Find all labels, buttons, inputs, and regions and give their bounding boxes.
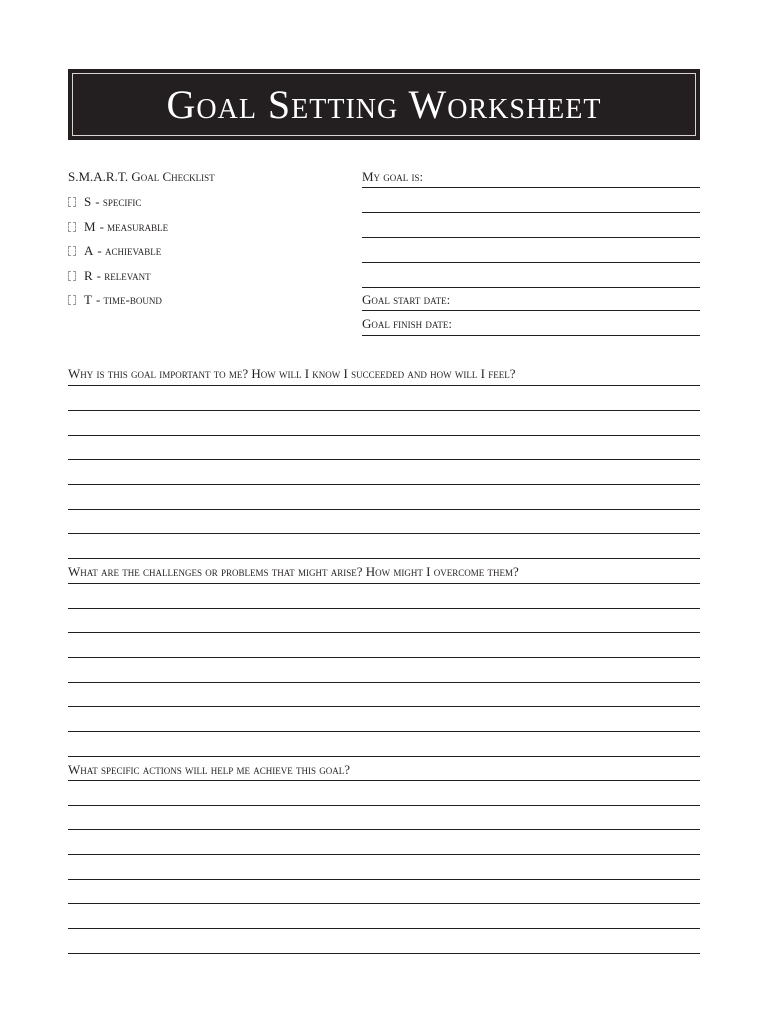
checklist-letter: R	[84, 268, 93, 283]
checklist-text: - specific	[95, 194, 142, 209]
question-actions: What specific actions will help me achieve this goal?	[68, 762, 351, 777]
answer-line[interactable]	[68, 854, 700, 855]
answer-line[interactable]	[68, 558, 700, 559]
page-title: Goal Setting Worksheet	[166, 82, 602, 127]
goal-finish-date-label: Goal finish date:	[362, 316, 452, 331]
answer-line[interactable]	[68, 805, 700, 806]
checklist-item-specific[interactable]	[68, 194, 141, 210]
title-banner	[68, 69, 700, 140]
goal-start-date-line[interactable]	[362, 310, 700, 311]
checkbox[interactable]	[68, 197, 76, 207]
answer-line[interactable]	[68, 385, 700, 386]
title-banner-frame	[72, 73, 696, 136]
answer-line[interactable]	[68, 879, 700, 880]
answer-line[interactable]	[68, 410, 700, 411]
answer-line[interactable]	[68, 533, 700, 534]
checklist-text: - relevant	[96, 268, 151, 283]
goal-line[interactable]	[362, 237, 700, 238]
answer-line[interactable]	[68, 583, 700, 584]
goal-line[interactable]	[362, 187, 700, 188]
answer-line[interactable]	[68, 509, 700, 510]
checklist-item-time-bound[interactable]	[68, 292, 162, 308]
answer-line[interactable]	[68, 928, 700, 929]
checklist-text: - achievable	[97, 243, 162, 258]
checklist-text: - measurable	[99, 219, 169, 234]
answer-line[interactable]	[68, 484, 700, 485]
checklist-letter: M	[84, 219, 96, 234]
goal-line[interactable]	[362, 287, 700, 288]
answer-line[interactable]	[68, 731, 700, 732]
checkbox[interactable]	[68, 246, 76, 256]
checklist-letter: A	[84, 243, 94, 258]
answer-line[interactable]	[68, 953, 700, 954]
answer-line[interactable]	[68, 657, 700, 658]
answer-line[interactable]	[68, 435, 700, 436]
answer-line[interactable]	[68, 756, 700, 757]
checklist-text: - time-bound	[95, 292, 162, 307]
goal-label: My goal is:	[362, 169, 424, 184]
answer-line[interactable]	[68, 608, 700, 609]
answer-line[interactable]	[68, 706, 700, 707]
answer-line[interactable]	[68, 632, 700, 633]
checklist-letter: T	[84, 292, 92, 307]
checklist-item-relevant[interactable]	[68, 268, 151, 284]
goal-start-date-label: Goal start date:	[362, 292, 451, 307]
checkbox[interactable]	[68, 271, 76, 281]
answer-line[interactable]	[68, 780, 700, 781]
checkbox[interactable]	[68, 222, 76, 232]
answer-line[interactable]	[68, 682, 700, 683]
question-importance: Why is this goal important to me? How will I know I succeeded and how will I feel?	[68, 366, 516, 381]
goal-line[interactable]	[362, 262, 700, 263]
question-challenges: What are the challenges or problems that might arise? How might I overcome them?	[68, 564, 519, 579]
checkbox[interactable]	[68, 295, 76, 305]
checklist-item-achievable[interactable]	[68, 243, 161, 259]
answer-line[interactable]	[68, 903, 700, 904]
goal-finish-date-line[interactable]	[362, 335, 700, 336]
checklist-item-measurable[interactable]	[68, 219, 168, 235]
goal-line[interactable]	[362, 212, 700, 213]
answer-line[interactable]	[68, 829, 700, 830]
answer-line[interactable]	[68, 459, 700, 460]
checklist-title: S.M.A.R.T. Goal Checklist	[68, 169, 215, 184]
checklist-letter: S	[84, 194, 92, 209]
